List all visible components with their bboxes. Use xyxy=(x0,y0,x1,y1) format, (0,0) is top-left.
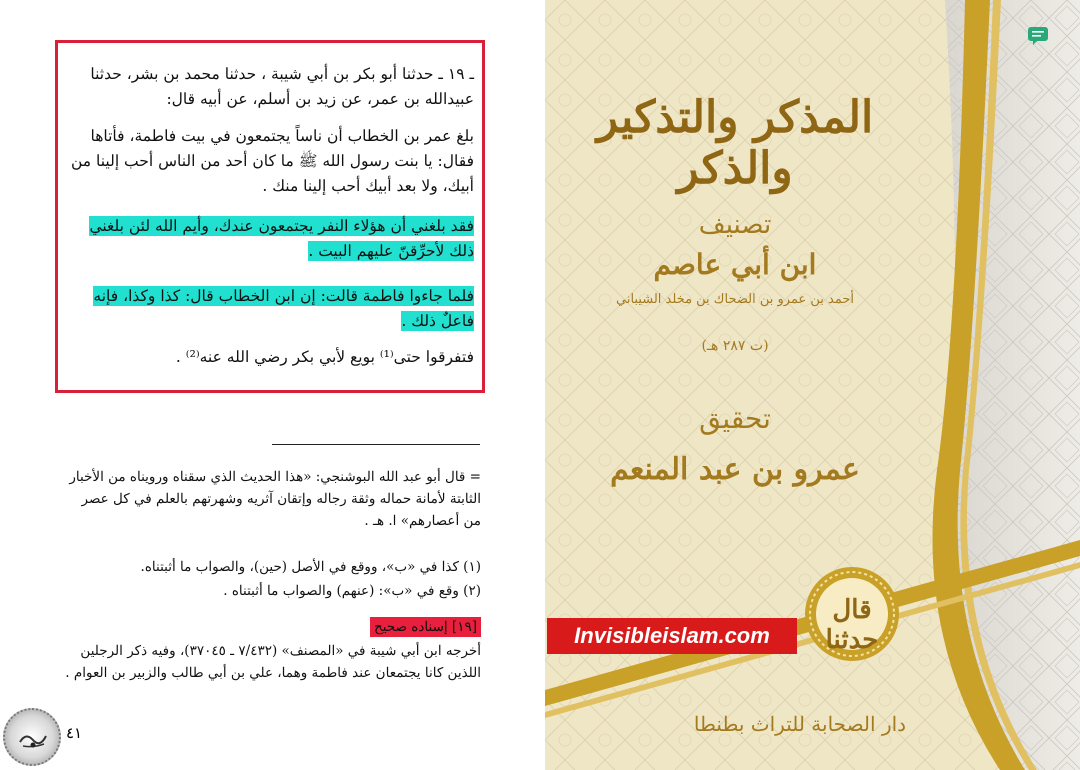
author-lineage: أحمد بن عمرو بن الضحاك بن مخلد الشيباني xyxy=(615,292,854,307)
highlighted-text: فلما جاءوا فاطمة قالت: إن ابن الخطاب قال: كذا وكذا، فإنه فاعلٌ ذلك . xyxy=(93,287,474,330)
watermark-text: Invisibleislam.com xyxy=(574,623,770,648)
medallion xyxy=(803,565,901,663)
book-title: المذكر والتذكير والذكر xyxy=(596,92,874,194)
edited-by-label: تحقيق xyxy=(699,402,771,435)
publisher-name: دار الصحابة للتراث بطنطا xyxy=(693,712,907,736)
hadith-paragraph-4: فتفرقوا حتى⁽¹⁾ بويع لأبي بكر رضي الله عنه⁽²⁾ . xyxy=(175,348,474,366)
editor-name: عمرو بن عبد المنعم xyxy=(610,452,860,487)
seal-logo-icon xyxy=(3,708,61,766)
hadith-isnad: ـ ١٩ ـ حدثنا أبو بكر بن أبي شيبة ، حدثنا محمد بن بشر، حدثنا عبيدالله بن عمر، عن زيد بن أسلم، عن أبيه قال: xyxy=(90,65,474,108)
hadith-paragraph-1: بلغ عمر بن الخطاب أن ناساً يجتمعون في بيت فاطمة، فأتاها فقال: يا بنت رسول الله ﷺ ما كان أحد من الناس أحب إلينا من أبيك، ولا بعد أبيك أحب إلينا منك . xyxy=(71,127,474,195)
footnote-2: (٢) وقع في «ب»: (عنهم) والصواب ما أثبتناه . xyxy=(223,583,481,599)
hadith-paragraph-2 xyxy=(64,214,474,264)
highlighted-text: فقد بلغني أن هؤلاء النفر يجتمعون عندك، وأيم الله لئن بلغني ذلك لأحرِّقنّ عليهم البيت . xyxy=(89,217,474,260)
footnote-divider xyxy=(272,444,480,445)
takhrij-note: أخرجه ابن أبي شيبة في «المصنف» (٧/٤٣٢ ـ ٣٧٠٤٥)، وفيه ذكر الرجلين اللذين كانا يجتمعان عند فاطمة وهما، علي بن أبي طالب والزبير بن العوام . xyxy=(65,643,481,681)
hadith-paragraph-3 xyxy=(64,284,474,334)
watermark-banner xyxy=(547,618,797,654)
death-date: (ت ٢٨٧ هـ) xyxy=(701,338,769,354)
seal-calligraphy-icon xyxy=(18,728,48,750)
author-name: ابن أبي عاصم xyxy=(653,248,817,281)
page-number: ٤١ xyxy=(66,724,83,742)
compiled-by-label: تصنيف xyxy=(698,210,772,240)
comment-icon[interactable] xyxy=(1027,26,1049,46)
grading-tag: [١٩] إسناده صحيح xyxy=(370,617,481,637)
footnote-1: (١) كذا في «ب»، ووقع في الأصل (حين)، والصواب ما أثبتناه. xyxy=(140,559,481,575)
medallion-text: قال حدثنا xyxy=(825,595,879,655)
footnote-continuation: = قال أبو عبد الله البوشنجي: «هذا الحديث الذي سقناه ورويناه من الأخبار الثابتة لأمانة حماله وثقة رجاله وإتقان آثريه وشهرتهم بالعلم في كل عصر من أعصارهم» ا. هـ . xyxy=(69,469,481,529)
grading-line xyxy=(61,616,481,638)
book-cover xyxy=(545,0,1080,770)
